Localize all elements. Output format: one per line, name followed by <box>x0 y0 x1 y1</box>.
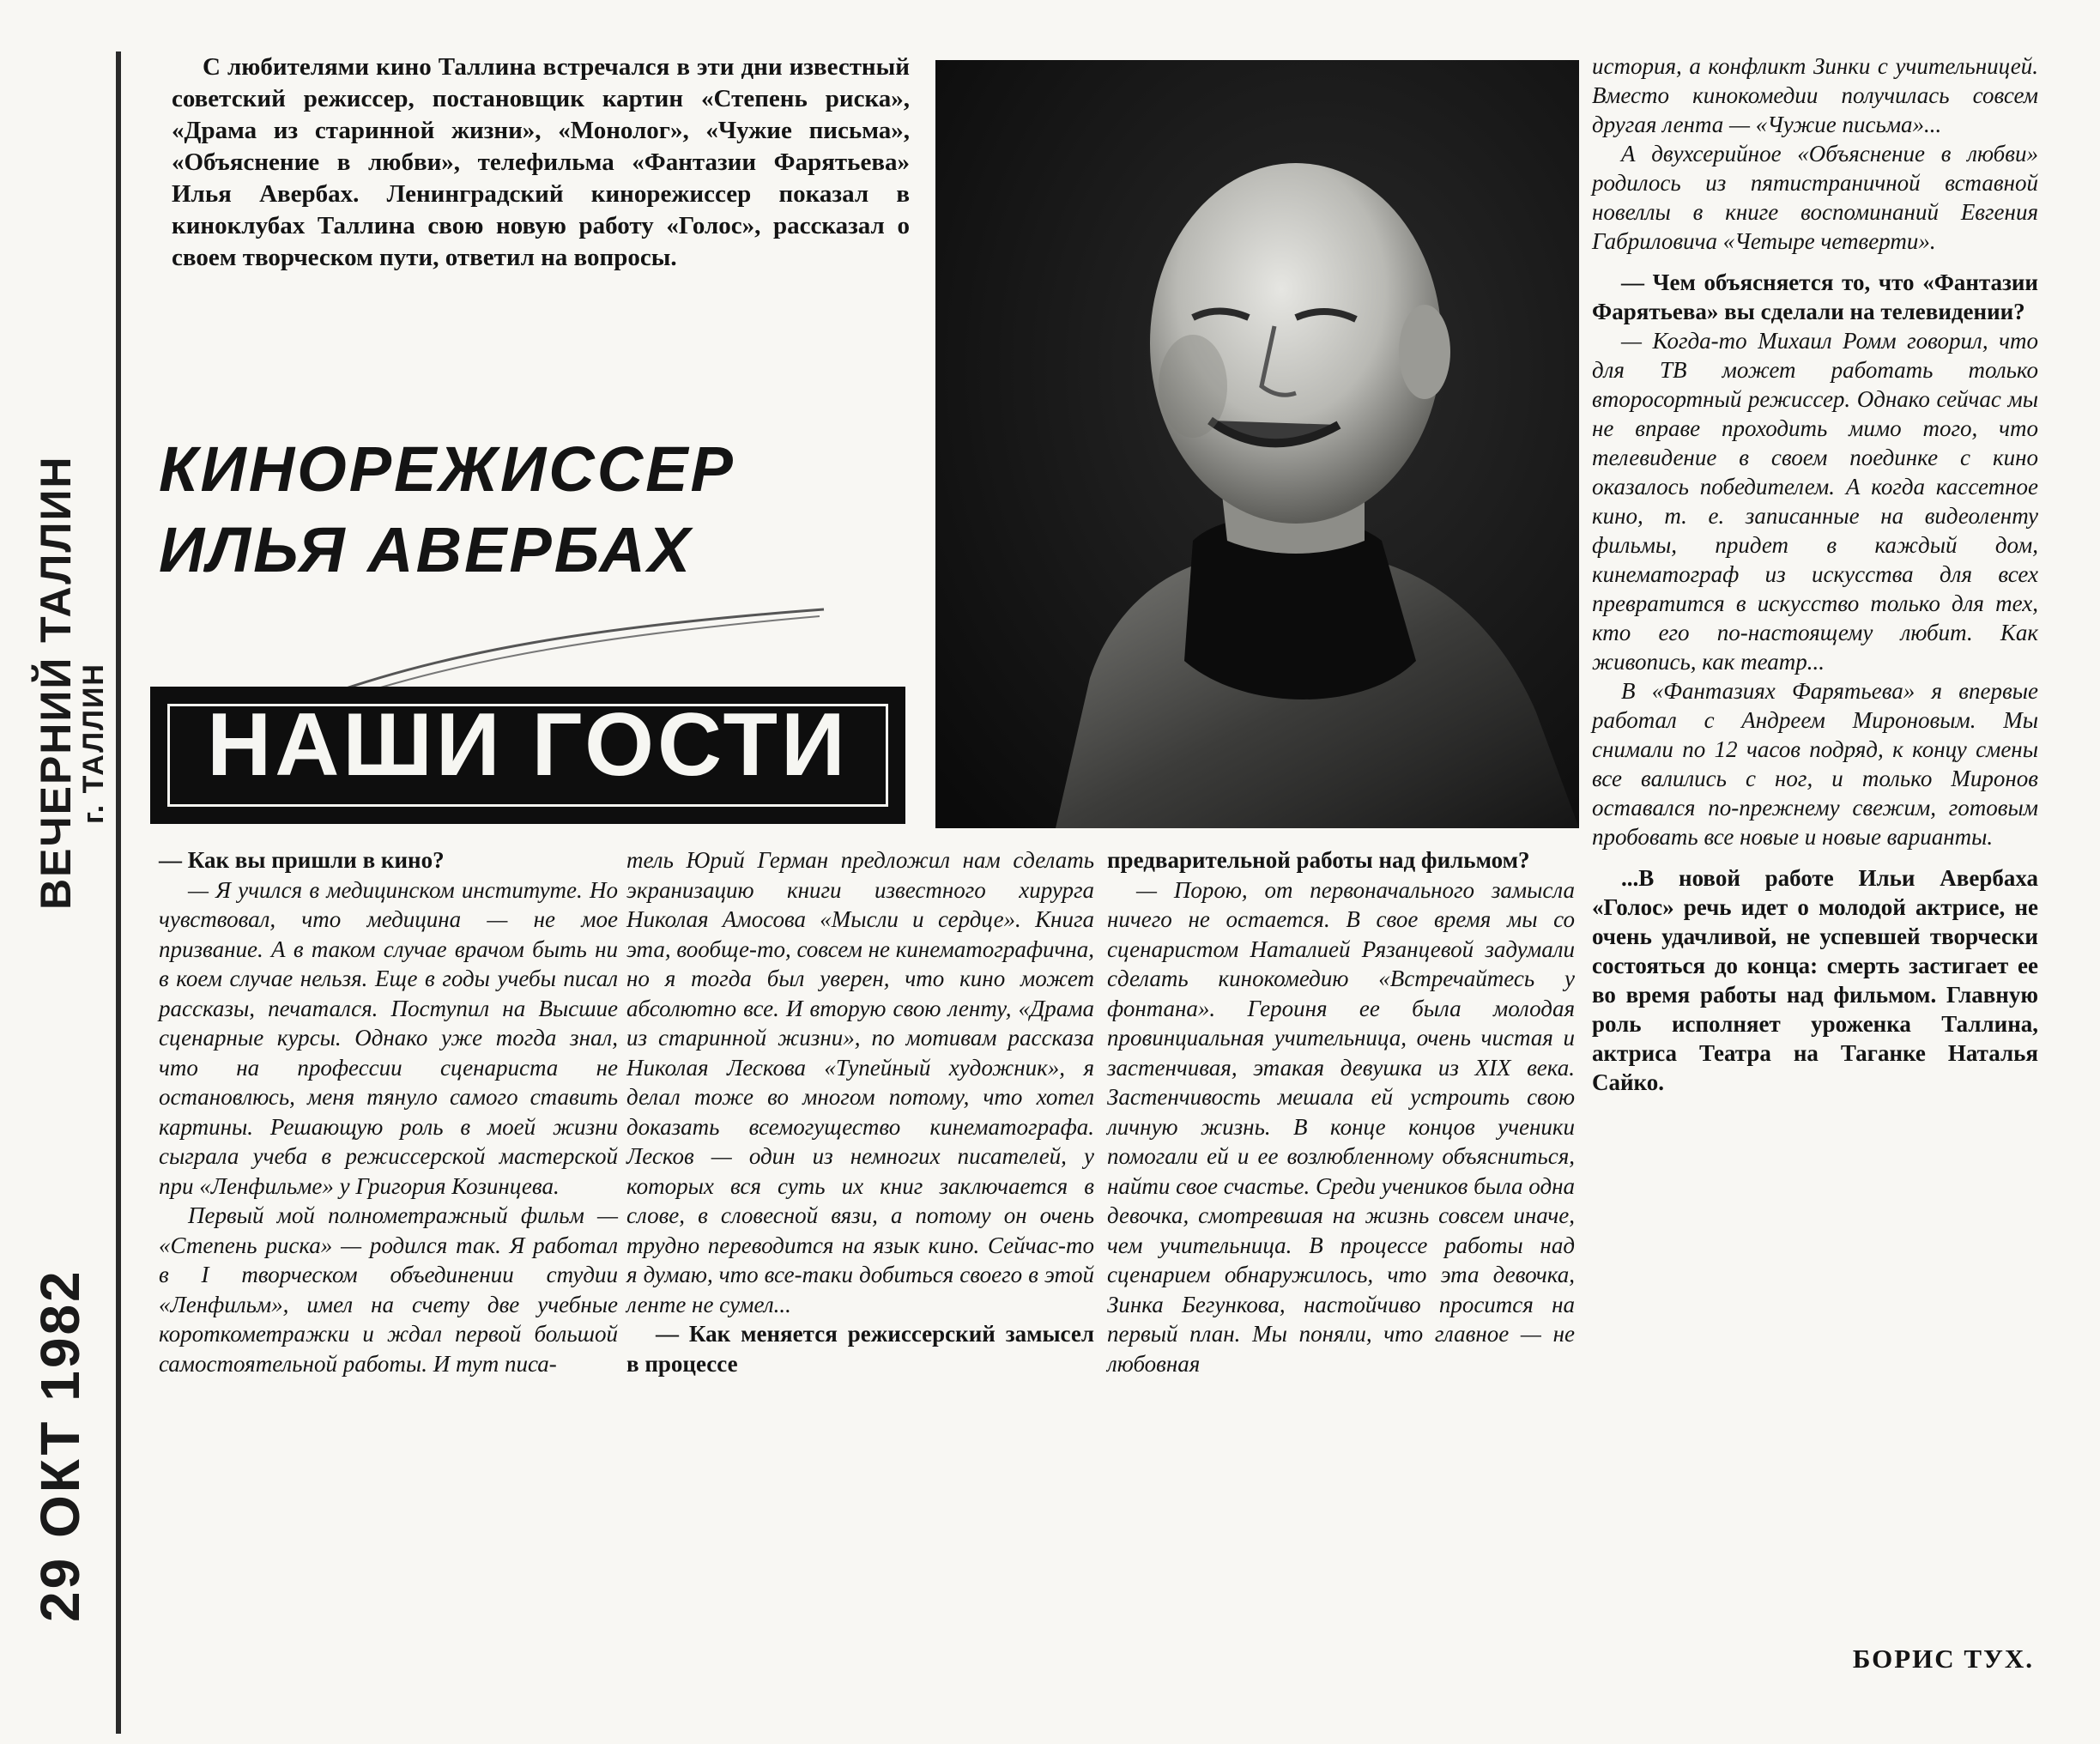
article-column-3 <box>1107 845 1575 1378</box>
article-column-4 <box>1592 51 2038 1097</box>
stamp-date: 29 ОКТ 1982 <box>29 1269 91 1622</box>
answer-5: В «Фантазиях Фарятьева» я впервые работал с Андреем Мироновым. Мы снимали по 12 часов подряд, к концу смены все валились с ног, и только Миронов оставался по-прежнему свежим, готовым пробовать все новые и новые варианты. <box>1592 678 2038 850</box>
article-column-2 <box>626 845 1094 1378</box>
column-4-text: история, а конфликт Зинки с учительницей. Вместо кинокомедии получилась совсем другая лента — «Чужие письма»... <box>1592 53 2038 137</box>
column-2-text: тель Юрий Герман предложил нам сделать экранизацию книги известного хирурга Николая Амосова «Мысли и сердце». Книга эта, вообще-то, совсем не кинематографична, но я тогда был уверен, что кино может абсолютно все. И вторую свою ленту, «Драма из старинной жизни», по мотивам рассказа Николая Лескова «Тупейный художник», я делал тоже во многом потому, что хотел доказать всемогущество кинематографа. Лесков — один из немногих писателей, у которых вся суть их книг заключается в слове, в словесной вязи, а потому он очень трудно переводится на язык кино. Сейчас-то я думаю, что все-таки добиться своего в этой ленте не сумел... <box>626 847 1095 1317</box>
answer-4: — Когда-то Михаил Ромм говорил, что для ТВ может работать только второсортный режиссер. Однако сейчас мы не вправе проходить мимо того, что телевидение в своем поединке с кино оказалось победителем. А когда кассетное кино, т. е. записанные на видеоленту фильмы, придет в каждый дом, кинематограф из искусства для всех превратится в искусство только для тех, кто его по-настоящему любит. Как живопись, как театр... <box>1592 328 2038 675</box>
article-headline <box>159 429 914 590</box>
closing-paragraph: ...В новой работе Ильи Авербаха «Голос» речь идет о молодой актрисе, не очень удачливой, не успевшей творчески состояться до конца: смерть застигает ее во время работы над фильмом. Главную роль исполняет уроженка Таллина, актриса Театра на Таганке Наталья Сайко. <box>1592 865 2038 1095</box>
rubric-label: НАШИ ГОСТИ <box>207 695 849 795</box>
question-2-continued: предварительной работы над фильмом? <box>1107 847 1530 873</box>
author-signature: БОРИС ТУХ. <box>1852 1644 2034 1674</box>
answer-1: — Я учился в медицинском институте. Но чувствовал, что медицина — не мое призвание. А в таком случае врачом быть ни в коем случае нельзя. Еще в годы учебы писал рассказы, печатался. Поступил на Высшие сценарные курсы. Однако уже тогда знал, что на профессии сценариста не остановлюсь, меня тянуло самого ставить картины. Решающую роль в моей жизни сыграла учеба в режиссерской мастерской при «Ленфильме» у Григория Козинцева. <box>159 876 618 1199</box>
stamp-paper-name: ВЕЧЕРНИЙ ТАЛЛИН <box>32 455 80 910</box>
answer-1-continued: Первый мой полнометражный фильм — «Степень риска» — родился так. Я работал в I творческом объединении студии «Ленфильм», имел на счету две учебные короткометражки и ждал первой большой самостоятельной работы. И тут писа- <box>159 1202 618 1377</box>
question-1: — Как вы пришли в кино? <box>159 847 445 873</box>
question-2: — Как меняется режиссерский замысел в процессе <box>626 1321 1094 1377</box>
article-intro: С любителями кино Таллина встречался в эти дни известный советский режиссер, постановщик картин «Степень риска», «Драма из старинной жизни», «Монолог», «Чужие письма», «Объяснение в любви», телефильма «Фантазии Фарятьева» Илья Авербах. Ленинградский кинорежиссер показал в киноклубах Таллина свою новую работу «Голос», рассказал о своем творческом пути, ответил на вопросы. <box>172 53 910 271</box>
stamp-text-graphic <box>17 0 112 1744</box>
section-rubric <box>150 687 905 824</box>
margin-rule <box>116 51 121 1734</box>
answer-3: А двухсерийное «Объяснение в любви» родилось из пятистраничной вставной новеллы в книге воспоминаний Евгения Габриловича «Четыре четверти». <box>1592 141 2038 254</box>
article-column-1 <box>159 845 618 1378</box>
answer-2: — Порою, от первоначального замысла ничего не остается. В свое время мы со сценаристом Наталией Рязанцевой задумали сделать кинокомедию «Встречайтесь у фонтана». Героиня ее была молодая провинциальная учительница, очень чистая и застенчивая, этакая девушка из XIX века. Застенчивость мешала ей устроить свою личную жизнь. В конце концов ученики помогали ей и ее возлюбленному объясниться, найти свое счастье. Среди учеников была одна девочка, смотревшая на жизнь совсем иначе, чем учительница. В процессе работы над сценарием обнаружилось, что эта девочка, Зинка Бегункова, настойчиво просится на первый план. Мы поняли, что главное — не любовная <box>1107 876 1575 1377</box>
headline-line-2: ИЛЬЯ АВЕРБАХ <box>159 514 693 585</box>
date-stamp <box>17 0 112 1744</box>
headline-line-1: КИНОРЕЖИССЕР <box>159 433 735 505</box>
stamp-city: г. ТАЛЛИН <box>77 663 110 824</box>
portrait-photo <box>935 60 1579 828</box>
question-3: — Чем объясняется то, что «Фантазии Фарятьева» вы сделали на телевидении? <box>1592 269 2038 324</box>
